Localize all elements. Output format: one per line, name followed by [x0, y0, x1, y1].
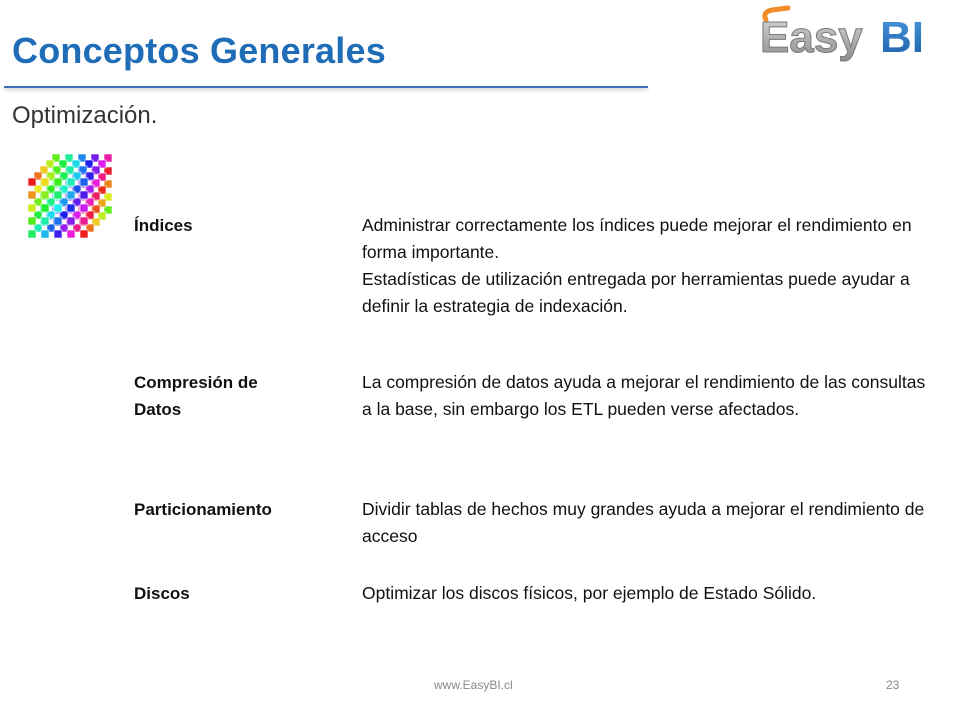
- description-line: Administrar correctamente los índices puede mejorar el rendimiento en forma importante.: [362, 215, 912, 262]
- logo-bi-text: BI: [880, 13, 924, 62]
- logo-easy-text: Easy: [760, 13, 863, 62]
- page-title: Conceptos Generales: [12, 30, 386, 71]
- item-label: Discos: [134, 584, 190, 603]
- item-description: [362, 496, 932, 550]
- description-line: Optimizar los discos físicos, por ejemplo de Estado Sólido.: [362, 583, 817, 603]
- title-rule: [4, 86, 648, 88]
- item-description: [362, 580, 932, 607]
- item-label: Índices: [134, 216, 193, 235]
- description-line: Estadísticas de utilización entregada por herramientas puede ayudar a definir la estrategia de indexación.: [362, 269, 910, 316]
- page-number: 23: [886, 678, 900, 692]
- item-description: [362, 369, 932, 423]
- item-label: Particionamiento: [134, 500, 272, 519]
- item-description: [362, 212, 932, 320]
- description-line: Dividir tablas de hechos muy grandes ayuda a mejorar el rendimiento de acceso: [362, 499, 925, 546]
- footer-url: www.EasyBI.cl: [434, 678, 513, 692]
- easybi-logo: [758, 2, 948, 66]
- item-label: Compresión de Datos: [134, 373, 258, 419]
- colored-cube-icon: [20, 148, 120, 248]
- page-subtitle: Optimización.: [12, 102, 158, 129]
- description-line: La compresión de datos ayuda a mejorar el rendimiento de las consultas a la base, sin embargo los ETL pueden verse afectados.: [362, 372, 926, 419]
